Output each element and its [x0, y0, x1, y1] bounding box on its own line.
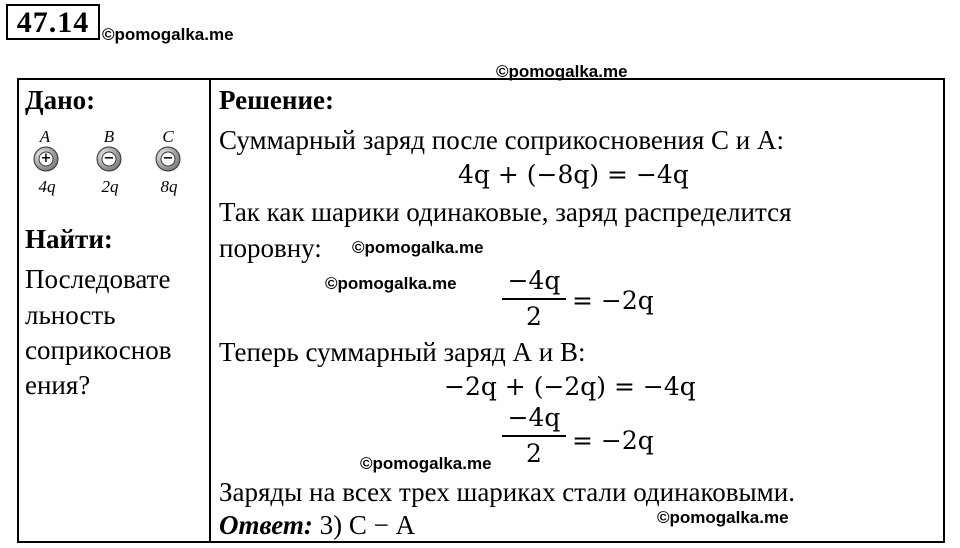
solution-heading: Решение: — [219, 85, 334, 115]
ball-a-label: A — [39, 127, 51, 146]
fraction-2 — [502, 403, 566, 469]
problem-number: 47.14 — [6, 4, 100, 40]
ball-c-charge: 8q — [160, 177, 178, 196]
solution-line: поровну: — [219, 233, 322, 263]
solution-line: Заряды на всех трех шариках стали одинаковыми. — [219, 477, 795, 507]
fraction-2-result: = −2q — [572, 426, 654, 455]
ball-b-charge: 2q — [101, 177, 119, 196]
equation-1: 4q + (−8q) = −4q — [458, 160, 689, 189]
ball-c-sign: − — [162, 151, 174, 166]
find-line: Последовате — [25, 264, 171, 294]
find-heading: Найти: — [25, 224, 113, 254]
watermark: ©pomogalka.me — [102, 25, 234, 44]
fraction-bar — [502, 435, 566, 437]
ball-b-label: B — [103, 127, 115, 146]
ball-a-sign: + — [40, 151, 52, 166]
given-heading: Дано: — [25, 85, 96, 115]
solution-line: Так как шарики одинаковые, заряд распределится — [219, 197, 792, 227]
answer-value: 3) С − А — [319, 510, 416, 540]
watermark: ©pomogalka.me — [657, 508, 789, 527]
find-line: ения? — [25, 370, 91, 400]
fraction-numerator: −4q — [507, 403, 561, 432]
solution-line: Теперь суммарный заряд А и В: — [219, 337, 586, 367]
watermark: ©pomogalka.me — [325, 274, 457, 293]
ball-b-sign: − — [103, 151, 115, 166]
ball-a-charge: 4q — [38, 177, 56, 196]
solution-line: Суммарный заряд после соприкосновения С и А: — [219, 125, 784, 155]
fraction-1 — [502, 266, 566, 332]
answer-label: Ответ: — [219, 510, 313, 540]
fraction-numerator: −4q — [507, 266, 561, 295]
ball-c-label: C — [162, 127, 174, 146]
find-line: льность — [25, 300, 116, 330]
answer-line — [219, 510, 415, 540]
equation-2: −2q + (−2q) = −4q — [444, 372, 696, 401]
watermark: ©pomogalka.me — [352, 238, 484, 257]
fraction-denominator: 2 — [526, 302, 542, 331]
watermark: ©pomogalka.me — [496, 62, 628, 81]
fraction-bar — [502, 298, 566, 300]
fraction-denominator: 2 — [526, 439, 542, 468]
fraction-1-result: = −2q — [572, 286, 654, 315]
find-line: соприкоснов — [25, 335, 172, 365]
column-divider — [209, 78, 211, 543]
watermark: ©pomogalka.me — [360, 454, 492, 473]
